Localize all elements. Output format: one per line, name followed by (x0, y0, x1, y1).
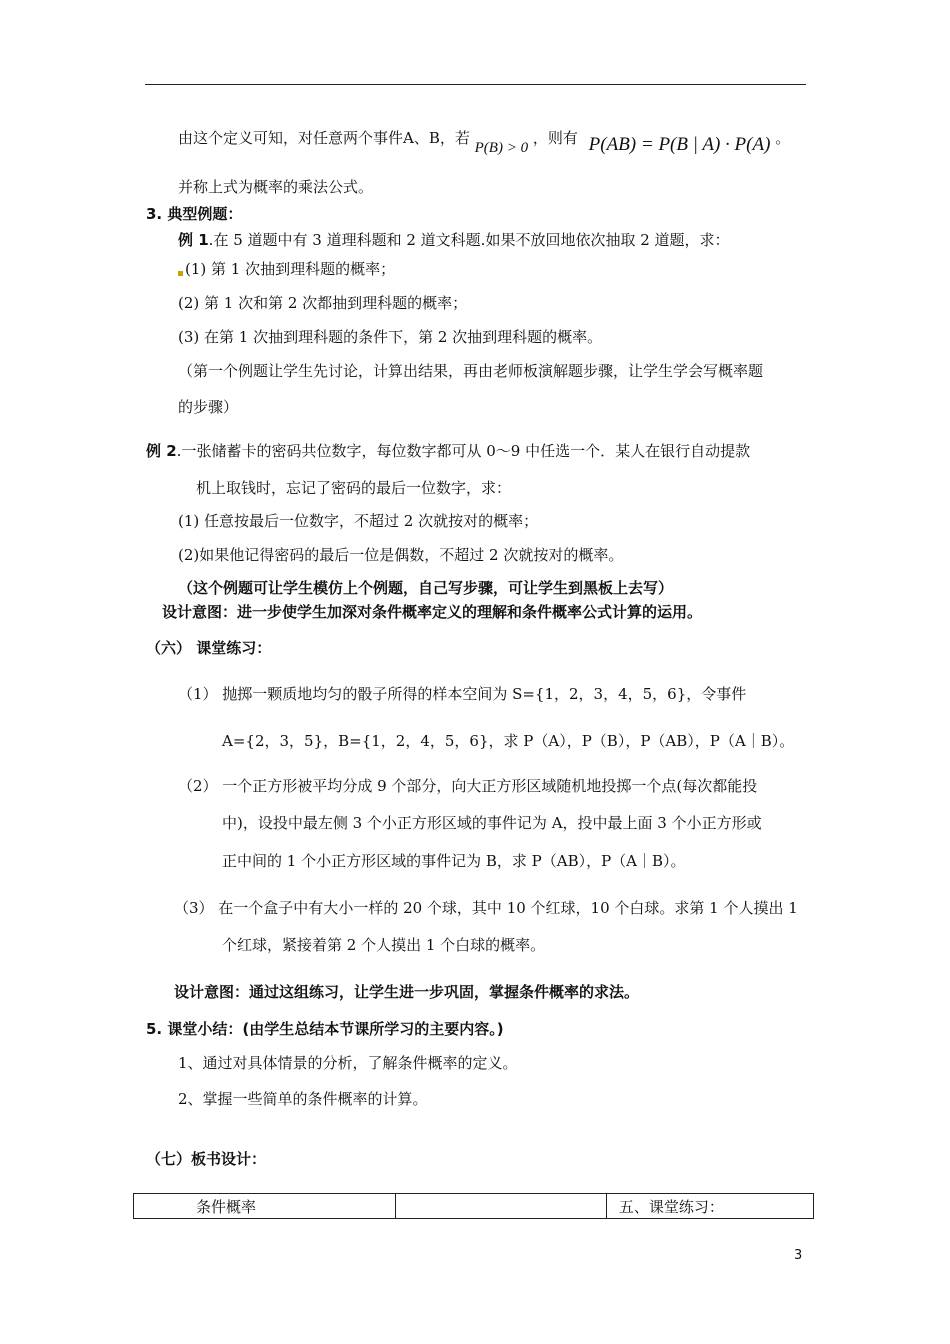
practice-1-line-2: A={2，3，5}，B={1，2，4，5，6}，求 P（A），P（B），P（AB），P（A｜B）。 (222, 732, 795, 750)
multiplication-formula: P(AB) = P(B | A) · P(A) (588, 134, 771, 155)
marker-icon (178, 271, 183, 276)
header-rule (145, 84, 806, 85)
intro-then: ，则有 (532, 129, 578, 147)
section-3-heading: 3. 典型例题： (146, 205, 243, 223)
example-1-note: （第一个例题让学生先讨论，计算出结果，再由老师板演解题步骤，让学生学会写概率题 (178, 362, 764, 380)
board-cell-3: 五、课堂练习： (606, 1194, 813, 1219)
practice-2-line-2: 中)，设投中最左侧 3 个小正方形区域的事件记为 A，投中最上面 3 个小正方形或 (222, 814, 762, 832)
example-1-note-2: 的步骤） (178, 398, 239, 416)
design-intent-1: 设计意图：进一步使学生加深对条件概率定义的理解和条件概率公式计算的运用。 (162, 603, 703, 621)
example-2-text: .一张储蓄卡的密码共位数字，每位数字都可从 0～9 中任选一个．某人在银行自动提款 (176, 442, 751, 460)
example-1-q1-text: (1) 第 1 次抽到理科题的概率； (185, 260, 396, 278)
section-7-heading: （七）板书设计： (146, 1150, 267, 1168)
summary-item-1: 1、通过对具体情景的分析，了解条件概率的定义。 (178, 1054, 518, 1072)
board-cell-2 (396, 1194, 607, 1219)
intro-line-2: 并称上式为概率的乘法公式。 (178, 178, 374, 196)
example-1-title (178, 230, 730, 250)
practice-3-line-2: 个红球，紧接着第 2 个人摸出 1 个白球的概率。 (222, 936, 546, 954)
example-1-q3: (3) 在第 1 次抽到理科题的条件下，第 2 次抽到理科题的概率。 (178, 328, 603, 346)
practice-2-line-3: 正中间的 1 个小正方形区域的事件记为 B，求 P（AB），P（A｜B）。 (222, 852, 686, 870)
practice-2-line-1: （2） 一个正方形被平均分成 9 个部分，向大正方形区域随机地投掷一个点(每次都能投 (178, 777, 758, 795)
board-design-table (133, 1193, 814, 1219)
example-2-lead: 例 2 (146, 442, 177, 460)
section-5-heading: 5. 课堂小结：(由学生总结本节课所学习的主要内容。) (146, 1020, 504, 1038)
example-2-q2: (2)如果他记得密码的最后一位是偶数，不超过 2 次就按对的概率。 (178, 546, 624, 564)
practice-3-line-1: （3） 在一个盒子中有大小一样的 20 个球，其中 10 个红球，10 个白球。求第 1 个人摸出 1 (174, 899, 798, 917)
intro-line (178, 128, 791, 156)
intro-end: 。 (775, 129, 791, 147)
example-1-q2: (2) 第 1 次和第 2 次都抽到理科题的概率； (178, 294, 468, 312)
practice-1-line-1: （1） 抛掷一颗质地均匀的骰子所得的样本空间为 S={1，2，3，4，5，6}，令事件 (178, 685, 747, 703)
example-2-note: （这个例题可让学生模仿上个例题，自己写步骤，可让学生到黑板上去写） (178, 579, 674, 597)
example-2-text-2: 机上取钱时，忘记了密码的最后一位数字，求： (196, 479, 512, 497)
example-1-q1 (178, 259, 395, 279)
page-number: 3 (794, 1248, 803, 1263)
board-cell-1: 条件概率 (134, 1194, 396, 1219)
section-6-heading: （六） 课堂练习： (146, 639, 272, 657)
design-intent-2: 设计意图：通过这组练习，让学生进一步巩固，掌握条件概率的求法。 (174, 983, 640, 1001)
table-row (134, 1194, 814, 1219)
example-2-q1: (1) 任意按最后一位数字，不超过 2 次就按对的概率； (178, 512, 539, 530)
example-1-lead: 例 1 (178, 231, 209, 249)
condition-formula: P(B) > 0 (474, 140, 529, 156)
intro-text: 由这个定义可知，对任意两个事件A、B，若 (178, 129, 470, 147)
example-2-title (146, 441, 750, 461)
example-1-text: .在 5 道题中有 3 道理科题和 2 道文科题.如果不放回地依次抽取 2 道题，求： (208, 231, 730, 249)
summary-item-2: 2、掌握一些简单的条件概率的计算。 (178, 1090, 428, 1108)
